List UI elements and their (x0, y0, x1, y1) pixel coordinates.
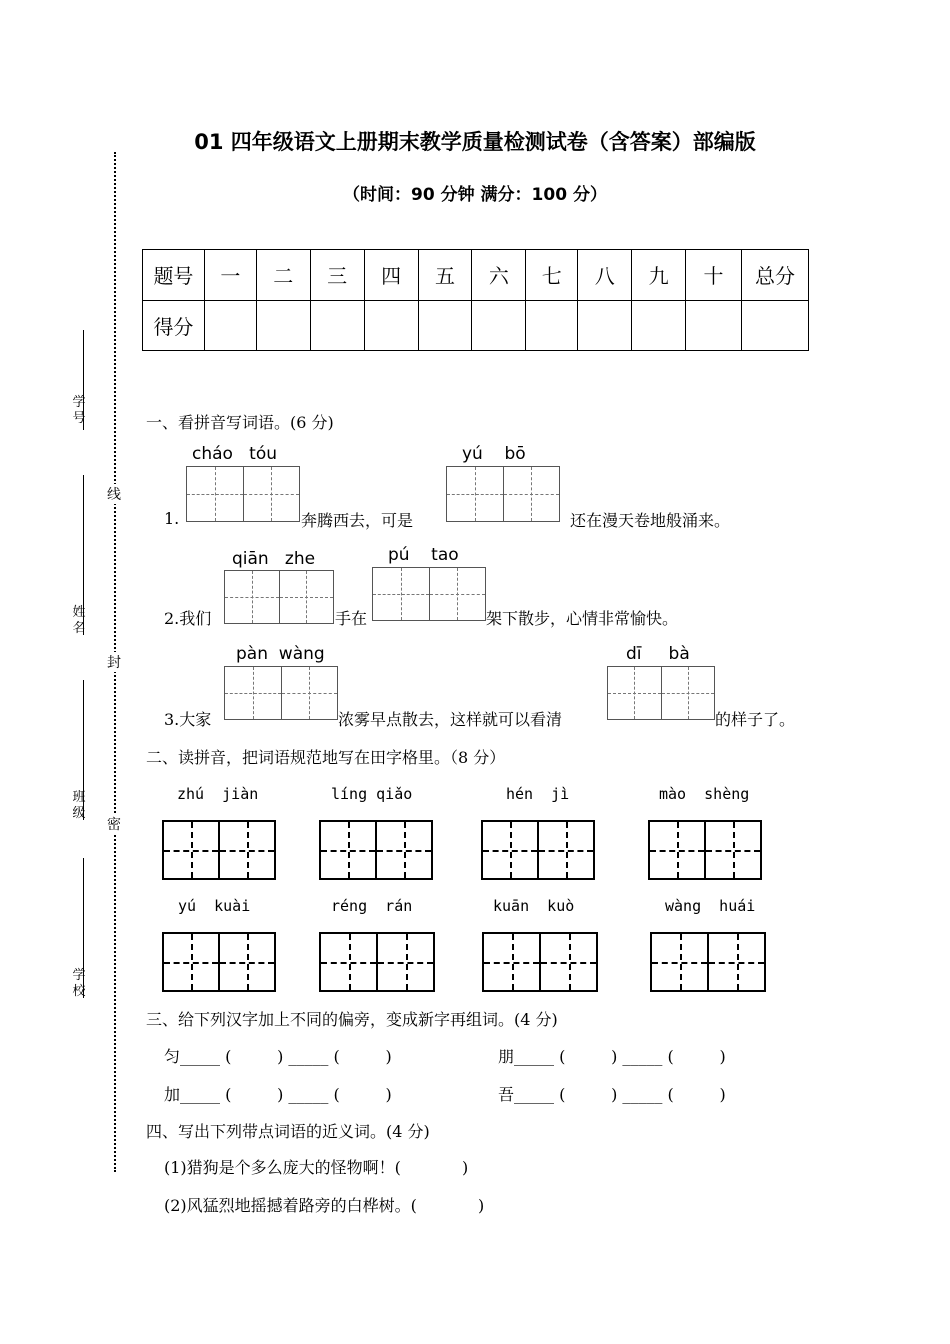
score-table-col: 五 (418, 250, 472, 301)
q3-item-peng[interactable]: 朋_____ ( ) _____ ( ) (498, 1047, 726, 1066)
score-table-col: 总分 (741, 250, 808, 301)
score-cell[interactable] (256, 300, 310, 351)
q1-3-pinyin-b: dī bà (626, 644, 690, 664)
q2-answer-box[interactable] (319, 932, 435, 992)
q4-heading: 四、写出下列带点词语的近义词。(4 分) (146, 1122, 430, 1141)
q1-2-text-end: 架下散步，心情非常愉快。 (486, 609, 679, 628)
q1-3-answer-box-a[interactable] (224, 666, 338, 720)
q1-3-answer-box-b[interactable] (607, 666, 715, 720)
score-table-col: 九 (632, 250, 686, 301)
q2-answer-box[interactable] (319, 820, 433, 880)
q1-2-pinyin-a: qiān zhe (232, 549, 316, 569)
score-table-col: 三 (310, 250, 364, 301)
q1-1-pinyin-b: yú bō (462, 444, 526, 464)
q3-item-jia[interactable]: 加_____ ( ) _____ ( ) (164, 1085, 392, 1104)
q1-1-pinyin-a: cháo tóu (192, 444, 277, 464)
q2-pinyin: yú kuài (178, 897, 251, 915)
q3-item-yun[interactable]: 匀_____ ( ) _____ ( ) (164, 1047, 392, 1066)
q2-pinyin: mào shèng (659, 785, 750, 803)
q1-2-answer-box-b[interactable] (372, 567, 486, 621)
score-cell[interactable] (741, 300, 808, 351)
q1-1-text-end: 还在漫天卷地般涌来。 (570, 511, 731, 530)
score-table-col: 八 (578, 250, 632, 301)
score-table-col: 一 (204, 250, 256, 301)
page-subtitle: （时间：90 分钟 满分：100 分） (343, 185, 607, 205)
score-table-col: 二 (256, 250, 310, 301)
q1-2-answer-box-a[interactable] (224, 570, 334, 624)
score-cell[interactable] (418, 300, 472, 351)
q1-2-pinyin-b: pú tao (388, 545, 459, 565)
q1-3-text-end: 的样子了。 (715, 710, 796, 729)
score-cell[interactable] (472, 300, 526, 351)
q1-3-prefix: 3.大家 (164, 710, 212, 729)
q3-heading: 三、给下列汉字加上不同的偏旁，变成新字再组词。(4 分) (146, 1010, 558, 1029)
score-table (142, 249, 809, 351)
q3-item-wu[interactable]: 吾_____ ( ) _____ ( ) (498, 1085, 726, 1104)
name-label: 姓名 (72, 605, 86, 636)
q2-answer-box[interactable] (482, 932, 598, 992)
score-table-col: 十 (686, 250, 742, 301)
q2-heading: 二、读拼音，把词语规范地写在田字格里。（8 分） (146, 748, 506, 767)
q2-answer-box[interactable] (162, 932, 276, 992)
q1-2-text-mid: 手在 (335, 609, 368, 628)
binding-word-xian: 线 (106, 484, 122, 504)
q2-answer-box[interactable] (650, 932, 766, 992)
score-cell[interactable] (364, 300, 418, 351)
score-table-row-label: 得分 (143, 300, 205, 351)
q2-pinyin: líng qiǎo (331, 785, 413, 803)
q1-1-text-mid: 奔腾西去，可是 (301, 511, 414, 530)
q1-heading: 一、看拼音写词语。(6 分) (146, 413, 334, 432)
q1-1-answer-box-b[interactable] (446, 466, 560, 522)
score-table-col: 四 (364, 250, 418, 301)
student-id-label: 学号 (72, 395, 86, 426)
q2-answer-box[interactable] (162, 820, 276, 880)
q1-3-pinyin-a: pàn wàng (236, 644, 325, 664)
score-cell[interactable] (632, 300, 686, 351)
q1-1-answer-box-a[interactable] (186, 466, 300, 522)
q1-2-prefix: 2.我们 (164, 609, 212, 628)
binding-word-feng: 封 (106, 652, 122, 672)
q2-answer-box[interactable] (648, 820, 762, 880)
score-cell[interactable] (578, 300, 632, 351)
q2-answer-box[interactable] (481, 820, 595, 880)
q2-pinyin: réng rán (331, 897, 413, 915)
page-title: 01 四年级语文上册期末教学质量检测试卷（含答案）部编版 (194, 130, 756, 154)
q4-item[interactable]: (1)猎狗是个多么庞大的怪物啊！( ) (164, 1158, 469, 1177)
score-table-header-row (143, 250, 809, 301)
q2-pinyin: hén jì (506, 785, 570, 803)
q2-pinyin: kuān kuò (493, 897, 575, 915)
q2-pinyin: wàng huái (665, 897, 756, 915)
score-cell[interactable] (526, 300, 578, 351)
score-table-col: 六 (472, 250, 526, 301)
class-label: 班级 (72, 790, 86, 821)
score-cell[interactable] (204, 300, 256, 351)
q1-3-text-mid: 浓雾早点散去，这样就可以看清 (338, 710, 563, 729)
score-cell[interactable] (310, 300, 364, 351)
q4-item[interactable]: (2)风猛烈地摇撼着路旁的白桦树。( ) (164, 1196, 485, 1215)
q1-1-number: 1. (164, 509, 180, 528)
score-table-row-label: 题号 (143, 250, 205, 301)
binding-word-mi: 密 (106, 814, 122, 834)
school-label: 学校 (72, 968, 86, 999)
q2-pinyin: zhú jiàn (177, 785, 259, 803)
score-table-col: 七 (526, 250, 578, 301)
score-table-score-row (143, 300, 809, 351)
score-cell[interactable] (686, 300, 742, 351)
